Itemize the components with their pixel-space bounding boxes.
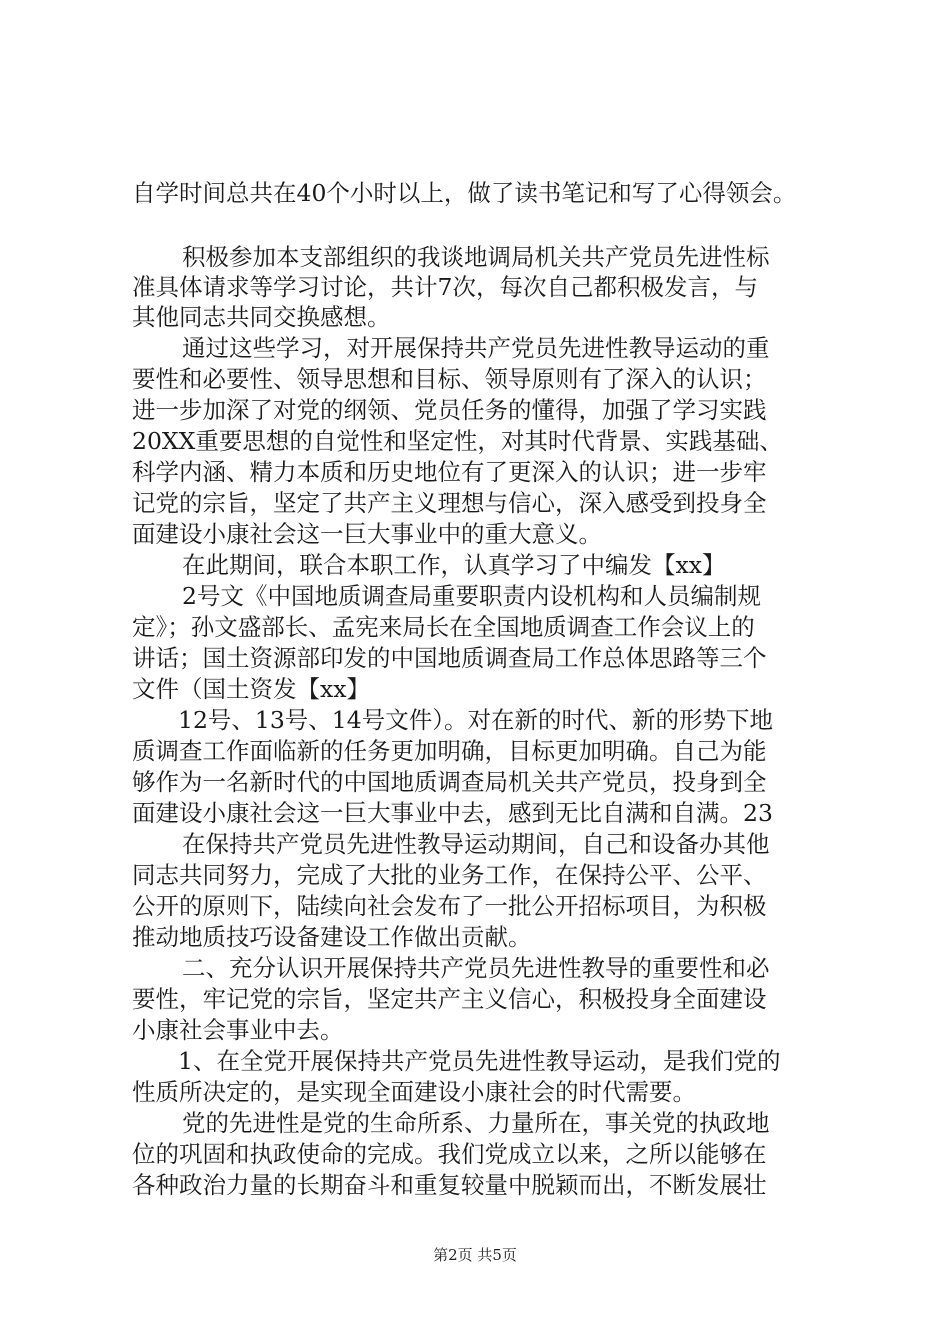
- text-line: 要性，牢记党的宗旨，坚定共产主义信心，积极投身全面建设: [132, 985, 767, 1013]
- text-line: 积极参加本支部组织的我谈地调局机关共产党员先进性标: [182, 243, 770, 271]
- text-line: 推动地质技巧设备建设工作做出贡献。: [132, 923, 532, 951]
- text-line: 面建设小康社会这一巨大事业中去，感到无比自满和自满。23: [132, 799, 773, 827]
- text-line: 面建设小康社会这一巨大事业中的重大意义。: [132, 520, 602, 548]
- text-line: 通过这些学习，对开展保持共产党员先进性教导运动的重: [182, 334, 770, 362]
- text-line: 质调查工作面临新的任务更加明确，目标更加明确。自己为能: [132, 737, 767, 765]
- text-line: 公开的原则下，陆续向社会发布了一批公开招标项目，为积极: [132, 892, 767, 920]
- text-line: 其他同志共同交换感想。: [132, 303, 391, 331]
- text-line: 够作为一名新时代的中国地质调查局机关共产党员，投身到全: [132, 768, 767, 796]
- text-line: 准具体请求等学习讨论，共计7次，每次自己都积极发言，与: [132, 273, 758, 301]
- text-line: 20XX重要思想的自觉性和坚定性，对其时代背景、实践基础、: [132, 427, 783, 455]
- text-line: 位的巩固和执政使命的完成。我们党成立以来，之所以能够在: [132, 1140, 767, 1168]
- text-line: 性质所决定的，是实现全面建设小康社会的时代需要。: [132, 1078, 696, 1106]
- text-line: 党的先进性是党的生命所系、力量所在，事关党的执政地: [182, 1109, 770, 1137]
- text-line: 自学时间总共在40个小时以上，做了读书笔记和写了心得领会。: [132, 179, 797, 207]
- text-line: 科学内涵、精力本质和历史地位有了更深入的认识；进一步牢: [132, 458, 767, 486]
- text-line: 进一步加深了对党的纲领、党员任务的懂得，加强了学习实践: [132, 396, 767, 424]
- text-line: 文件（国土资发【xx】: [132, 675, 371, 703]
- text-line: 记党的宗旨，坚定了共产主义理想与信心，深入感受到投身全: [132, 489, 767, 517]
- text-line: 2号文《中国地质调查局重要职责内设机构和人员编制规: [182, 582, 761, 610]
- text-line: 讲话；国土资源部印发的中国地质调查局工作总体思路等三个: [132, 644, 767, 672]
- text-line: 小康社会事业中去。: [132, 1016, 344, 1044]
- text-line: 在保持共产党员先进性教导运动期间，自己和设备办其他: [182, 830, 770, 858]
- text-line: 二、充分认识开展保持共产党员先进性教导的重要性和必: [182, 954, 770, 982]
- text-line: 各种政治力量的长期奋斗和重复较量中脱颖而出，不断发展壮: [132, 1171, 767, 1199]
- text-line: 要性和必要性、领导思想和目标、领导原则有了深入的认识；: [132, 365, 767, 393]
- text-line: 12号、13号、14号文件）。对在新的时代、新的形势下地: [178, 706, 773, 734]
- text-line: 定》；孙文盛部长、孟宪来局长在全国地质调查工作会议上的: [132, 613, 755, 641]
- page-number-footer: 第2页 共5页: [433, 1246, 517, 1264]
- text-line: 1、在全党开展保持共产党员先进性教导运动，是我们党的: [178, 1047, 781, 1075]
- text-line: 在此期间，联合本职工作，认真学习了中编发【xx】: [182, 551, 726, 579]
- text-line: 同志共同努力，完成了大批的业务工作，在保持公平、公平、: [132, 861, 767, 889]
